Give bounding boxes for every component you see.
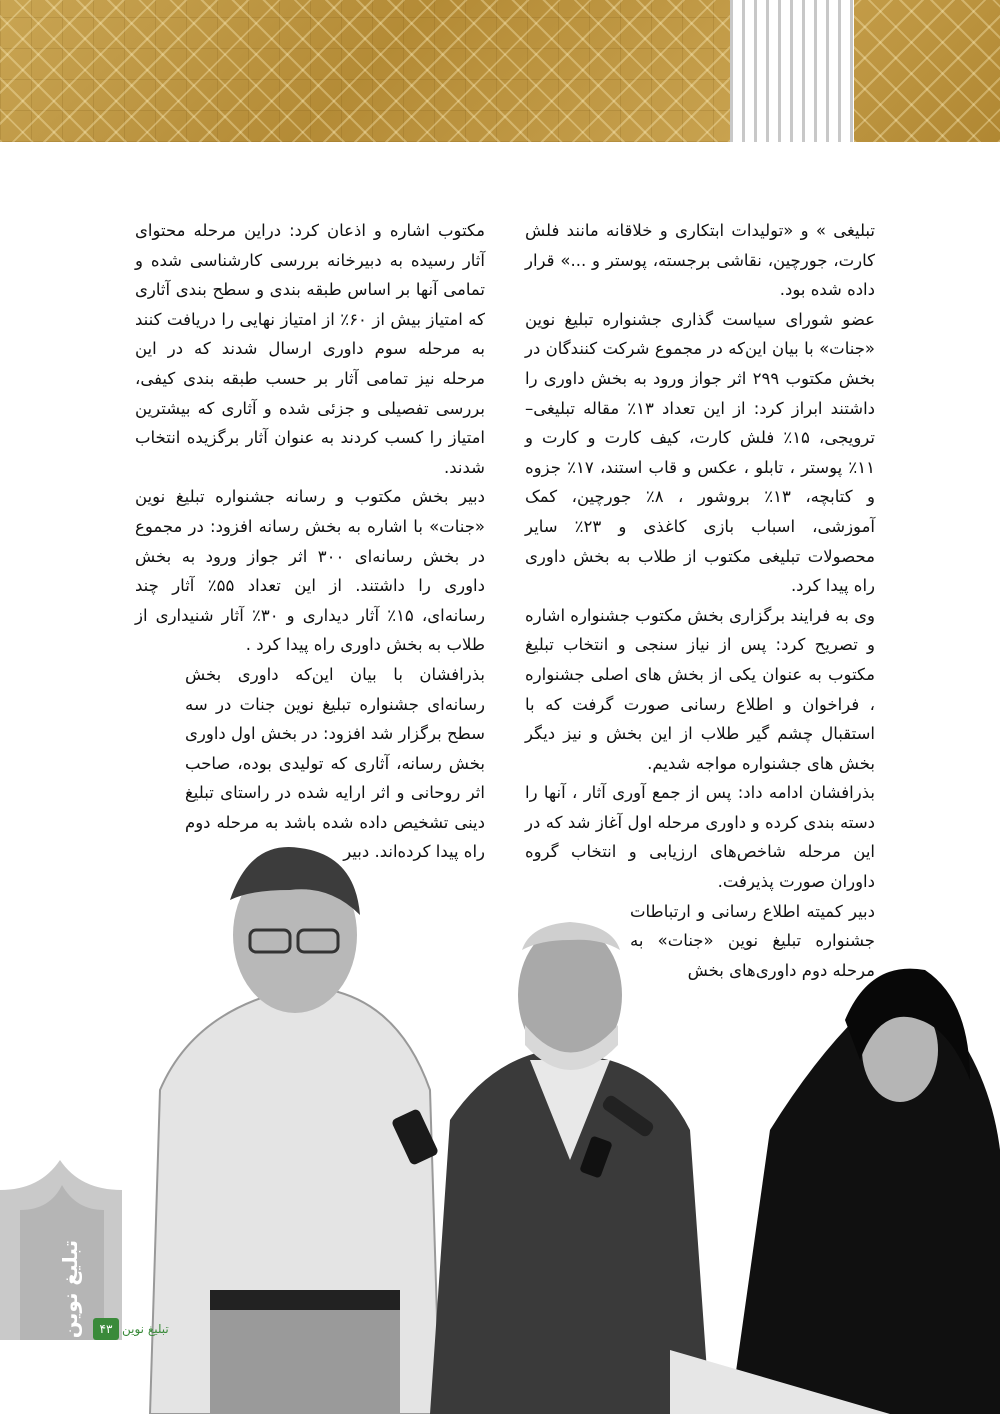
paragraph: وی به فرایند برگزاری بخش مکتوب جشنواره اشاره و تصریح کرد: پس از نیاز سنجی و انتخاب تبلیغ مکتوب به عنوان یکی از بخش های اصلی جشنواره ، فراخوان و اطلاع رسانی صورت گرفت که با استقبال چشم گیر طلاب از این بخش و نیز دیگر بخش های جشنواره مواجه شدیم. [525,605,875,773]
man-left-figure [150,847,440,1414]
page-number: ۴۳ [93,1318,119,1340]
paragraph: دبیر بخش مکتوب و رسانه جشنواره تبلیغ نوین «جنات» با اشاره به بخش رسانه افزود: در مجموع در بخش رسانه‌ای ۳۰۰ اثر جواز ورود به بخش داوری را داشتند. از این تعداد ۵۵٪ آثار چند رسانه‌ای، ۱۵٪ آثار دیداری و ۳۰٪ آثار شنیداری از طلاب به بخش داوری راه پیدا کرد . [135,487,486,655]
paragraph: عضو شورای سیاست گذاری جشنواره تبلیغ نوین «جنات» با بیان این‌که در مجموع شرکت کنندگان در بخش مکتوب ۲۹۹ اثر جواز ورود به بخش داوری را داشتند ابراز کرد: از این تعداد ۱۳٪ مقاله تبلیغی– ترویجی، ۱۵٪ فلش کارت، کیف کارت و کارت و ۱۱٪ پوستر ، تابلو ، عکس و قاب استند، ۱۷٪ جزوه و کتابچه، ۱۳٪ بروشور ، ۸٪ جورچین، کمک آموزشی، اسباب بازی کاغذی و ۲۳٪ سایر محصولات تبلیغی مکتوب از طلاب به بخش داوری راه پیدا کرد. [525,309,876,596]
paragraph: مکتوب اشاره و اذعان کرد: دراین مرحله محتوای آثار رسیده به دبیرخانه بررسی کارشناسی شده و تمامی آنها بر اساس طبقه بندی و سطح بندی آثاری که امتیاز بیش از ۶۰٪ از امتیاز نهایی را دریافت کنند به مرحله سوم داوری ارسال شدند که در این مرحله نیز تمامی آثار بر حسب طبقه بندی کیفی، بررسی تفصیلی و جزئی شده و آثاری که بیشترین امتیاز را کسب کردند به عنوان آثار برگزیده انتخاب شدند. [135,221,486,477]
man-middle-figure [430,922,710,1414]
paragraph: بذرافشان با بیان این‌که داوری بخش رسانه‌ای جشنواره تبلیغ نوین جنات در سه سطح برگزار شد افزود: در بخش اول داوری بخش رسانه، آثاری که تولیدی بوده، صاحب اثر روحانی و اثر ارایه شده در راستای تبلیغ دینی تشخیص داده شده باشد به مرحله دوم راه پیدا کرده‌اند. دبیر [185,664,485,862]
magazine-logo: تبلیغ نوین [58,1240,82,1339]
paragraph: تبلیغی » و «تولیدات ابتکاری و خلاقانه مانند فلش کارت، جورچین، نقاشی برجسته، پوستر و ...» قرار داده شده بود. [525,221,875,300]
header-pattern-corner [854,0,1000,142]
magazine-name: تبلیغ نوین [122,1322,169,1336]
paragraph: بذرافشان ادامه داد: پس از جمع آوری آثار ، آنها را دسته بندی کرده و داوری مرحله اول آغاز شد که در این مرحله شاخص‌های ارزیابی و انتخاب گروه داوران صورت پذیرفت. [525,783,875,892]
header-stripes [730,0,854,142]
paragraph: دبیر کمیته اطلاع رسانی و ارتباطات جشنواره تبلیغ نوین «جنات» به مرحله دوم داوری‌های بخش [630,901,875,980]
interview-photo [130,830,1000,1414]
header-pattern-banner [0,0,730,142]
text-column-left [135,216,485,867]
